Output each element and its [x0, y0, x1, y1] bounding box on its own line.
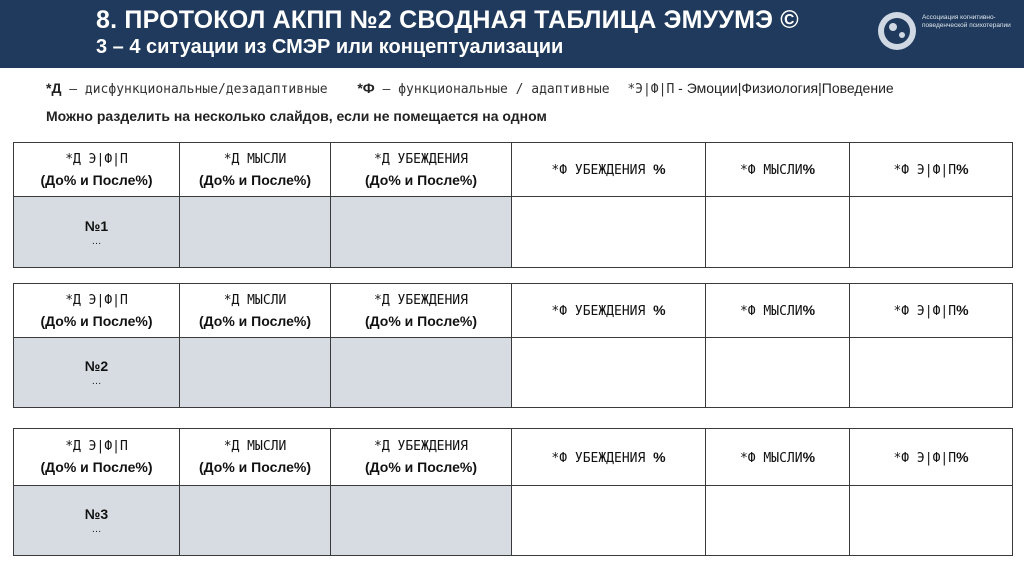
slide-subtitle: 3 – 4 ситуации из СМЭР или концептуализации	[96, 36, 564, 58]
table-header-row	[14, 284, 1013, 338]
col-header-f-efp: *Ф Э|Ф|П%	[850, 284, 1013, 338]
situation-table-3	[13, 428, 1013, 556]
col-header-d-thoughts: *Д МЫСЛИ (До% и После%)	[180, 143, 331, 197]
legend	[46, 80, 894, 97]
table-header-row	[14, 429, 1013, 486]
col-header-d-beliefs: *Д УБЕЖДЕНИЯ (До% и После%)	[331, 143, 512, 197]
d-beliefs-cell[interactable]	[331, 486, 512, 556]
d-beliefs-cell[interactable]	[331, 197, 512, 268]
f-beliefs-cell[interactable]	[512, 486, 706, 556]
f-thoughts-cell[interactable]	[706, 486, 850, 556]
col-header-f-beliefs: *Ф УБЕЖДЕНИЯ %	[512, 143, 706, 197]
col-header-d-thoughts: *Д МЫСЛИ (До% и После%)	[180, 429, 331, 486]
col-header-f-beliefs: *Ф УБЕЖДЕНИЯ %	[512, 284, 706, 338]
f-beliefs-cell[interactable]	[512, 197, 706, 268]
slide-title: 8. ПРОТОКОЛ АКПП №2 СВОДНАЯ ТАБЛИЦА ЭМУУМЭ ©	[96, 6, 799, 34]
legend-d-key: *Д	[46, 80, 62, 96]
d-beliefs-cell[interactable]	[331, 338, 512, 408]
col-header-d-efp: *Д Э|Ф|П (До% и После%)	[14, 143, 180, 197]
table-header-row	[14, 143, 1013, 197]
legend-efp-key: *Э|Ф|П	[627, 82, 675, 97]
col-header-d-beliefs: *Д УБЕЖДЕНИЯ (До% и После%)	[331, 429, 512, 486]
col-header-d-efp: *Д Э|Ф|П (До% и После%)	[14, 429, 180, 486]
col-header-d-beliefs: *Д УБЕЖДЕНИЯ (До% и После%)	[331, 284, 512, 338]
situation-table-2	[13, 283, 1013, 408]
col-header-d-thoughts: *Д МЫСЛИ (До% и После%)	[180, 284, 331, 338]
col-header-f-efp: *Ф Э|Ф|П%	[850, 429, 1013, 486]
f-thoughts-cell[interactable]	[706, 338, 850, 408]
col-header-d-efp: *Д Э|Ф|П (До% и После%)	[14, 284, 180, 338]
col-header-f-beliefs: *Ф УБЕЖДЕНИЯ %	[512, 429, 706, 486]
f-efp-cell[interactable]	[850, 338, 1013, 408]
situation-cell[interactable]: №2 …	[14, 338, 180, 408]
col-header-f-efp: *Ф Э|Ф|П%	[850, 143, 1013, 197]
col-header-f-thoughts: *Ф МЫСЛИ%	[706, 429, 850, 486]
situation-table-1	[13, 142, 1013, 268]
legend-f-key: *Ф	[357, 80, 375, 96]
table-row	[14, 338, 1013, 408]
f-efp-cell[interactable]	[850, 197, 1013, 268]
situation-cell[interactable]: №3 …	[14, 486, 180, 556]
situation-cell[interactable]: №1 …	[14, 197, 180, 268]
slide-note: Можно разделить на несколько слайдов, если не помещается на одном	[46, 108, 547, 124]
legend-d-text: – дисфункциональные/дезадаптивные	[61, 82, 328, 97]
f-efp-cell[interactable]	[850, 486, 1013, 556]
f-thoughts-cell[interactable]	[706, 197, 850, 268]
col-header-f-thoughts: *Ф МЫСЛИ%	[706, 143, 850, 197]
association-logo-icon	[876, 10, 918, 52]
table-row	[14, 197, 1013, 268]
d-thoughts-cell[interactable]	[180, 486, 331, 556]
legend-efp-text: - Эмоции|Физиология|Поведение	[674, 80, 894, 96]
col-header-f-thoughts: *Ф МЫСЛИ%	[706, 284, 850, 338]
legend-f-text: – функциональные / адаптивные	[374, 82, 610, 97]
f-beliefs-cell[interactable]	[512, 338, 706, 408]
d-thoughts-cell[interactable]	[180, 197, 331, 268]
slide-header	[0, 0, 1024, 68]
d-thoughts-cell[interactable]	[180, 338, 331, 408]
table-row	[14, 486, 1013, 556]
logo-caption: Ассоциация когнитивно-поведенческой психотерапии	[922, 14, 1011, 29]
